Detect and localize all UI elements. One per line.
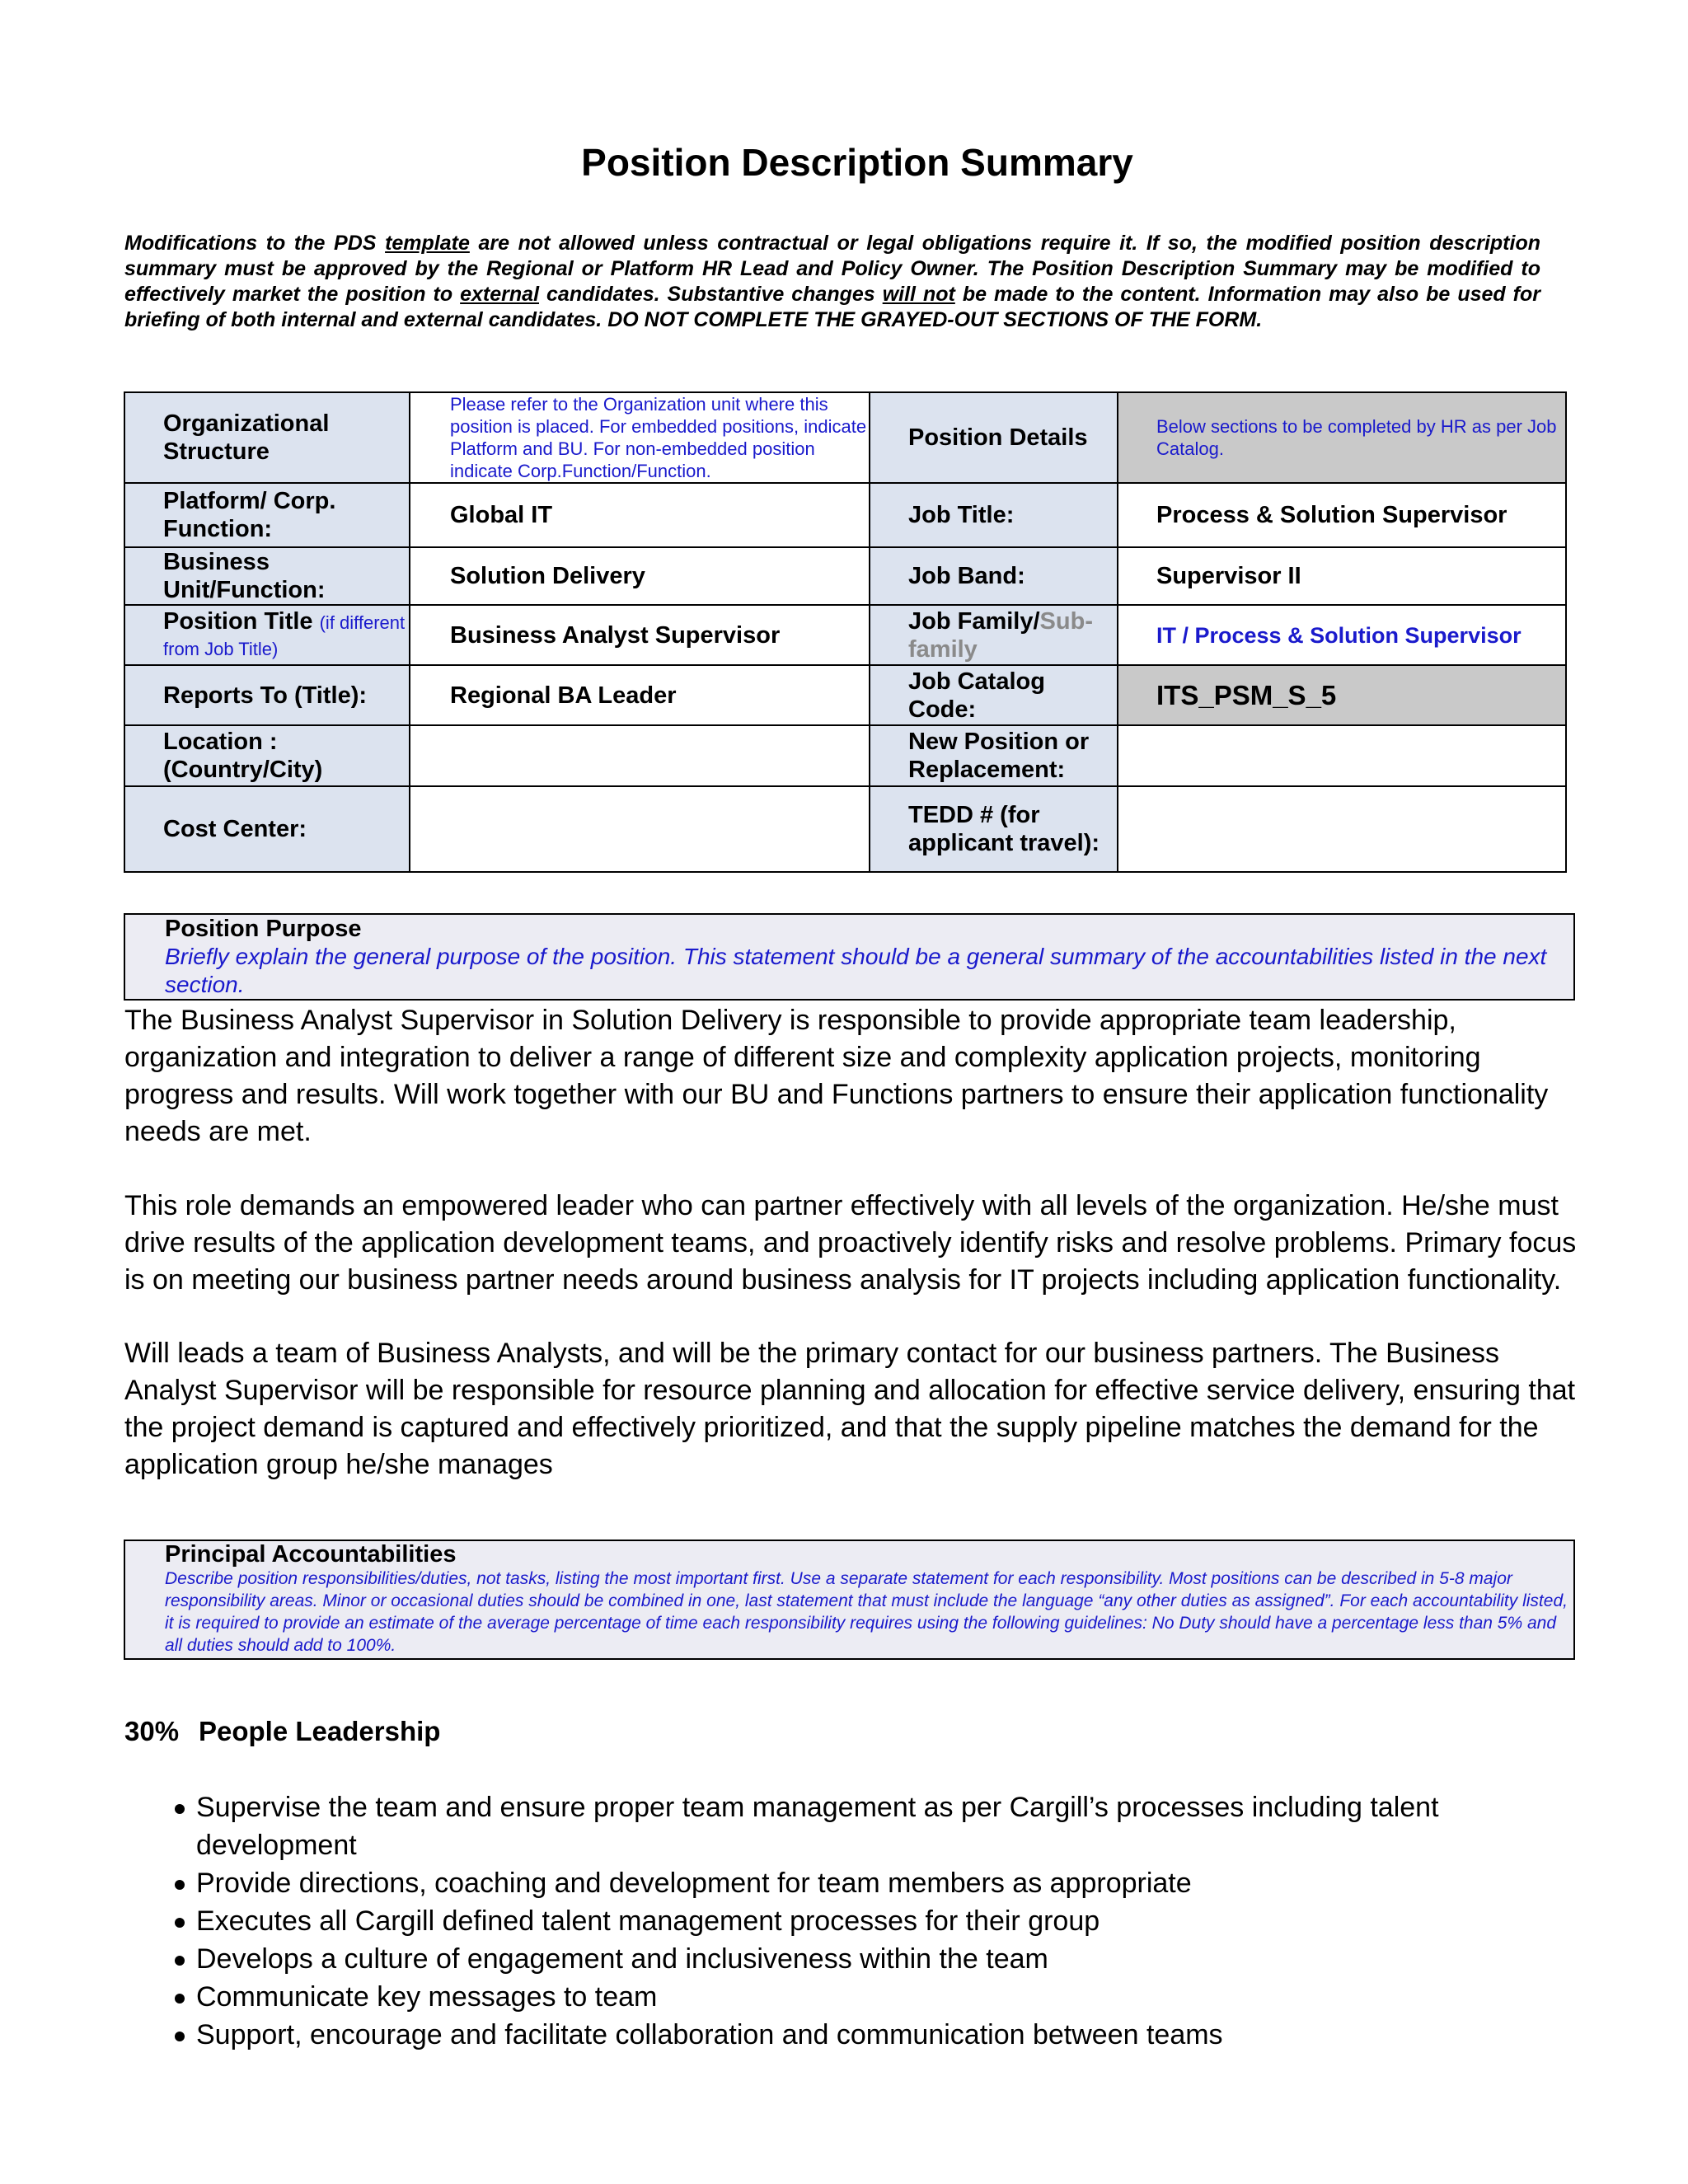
position-title-note: (if different from Job Title) [163, 612, 406, 659]
table-row [124, 786, 1566, 872]
job-catalog-value: ITS_PSM_S_5 [1118, 665, 1566, 725]
intro-instructions [124, 231, 1540, 333]
table-row [124, 392, 1566, 483]
reports-to-label: Reports To (Title): [124, 665, 410, 725]
list-item: Develops a culture of engagement and inclusiveness within the team [173, 1940, 1533, 1978]
table-row [124, 547, 1566, 605]
accountabilities-instruction: Describe position responsibilities/duties, not tasks, listing the most important first. Use a separate statement for each responsibility. Most positions can be described in 5-8 major responsibility areas. Minor or occasional duties should be combined in one, last statement that must include the language “any other duties as assigned”. For each accountability listed, it is required to provide an estimate of the average percentage of time each responsibility requires using the following guidelines: No Duty should have a percentage less than 5% and all duties should add to 100%. [165, 1569, 1568, 1655]
platform-label: Platform/ Corp. Function: [124, 483, 410, 547]
purpose-paragraph-3: Will leads a team of Business Analysts, and will be the primary contact for our business partners. The Business Analyst Supervisor will be responsible for resource planning and allocation for effective service delivery, ensuring that the project demand is captured and effectively prioritized, and that the supply pipeline matches the demand for the application group he/she manages [124, 1338, 1576, 1480]
org-structure-label: Organizational Structure [124, 392, 410, 483]
list-item: Support, encourage and facilitate collaboration and communication between teams [173, 2016, 1533, 2054]
list-item: Executes all Cargill defined talent management processes for their group [173, 1902, 1533, 1940]
intro-text-2: are not allowed unless contractual or legal obligations require it. If so, the modified position description summary must be approved by the Regional or Platform HR Lead and Policy Owner. The Position Description Summary may be modified to effectively market the position to [124, 232, 1540, 306]
page-title: Position Description Summary [581, 141, 1133, 184]
accountability-section-heading [124, 1716, 440, 1747]
accountability-bullet-list [173, 1788, 1533, 2054]
intro-text-4: be made to the content. Information may also be used for briefing of both internal and external candidates. DO NOT COMPLETE THE GRAYED-OUT SECTIONS OF THE FORM. [124, 283, 1540, 331]
intro-text-1: Modifications to the PDS [124, 232, 386, 255]
location-value[interactable] [410, 725, 870, 786]
business-unit-label: Business Unit/Function: [124, 547, 410, 605]
section-title: People Leadership [199, 1716, 441, 1746]
intro-underline-external: external [460, 283, 540, 306]
org-note-text: Please refer to the Organization unit where this position is placed. For embedded positions, indicate Platform and BU. For non-embedded position indicate Corp.Function/Function. [450, 394, 867, 481]
platform-value[interactable]: Global IT [410, 483, 870, 547]
business-unit-value[interactable]: Solution Delivery [410, 547, 870, 605]
position-purpose-box [124, 913, 1575, 1001]
location-label: Location : (Country/City) [124, 725, 410, 786]
job-band-label: Job Band: [870, 547, 1118, 605]
list-item: Provide directions, coaching and development for team members as appropriate [173, 1864, 1533, 1902]
hr-note-text: Below sections to be completed by HR as per Job Catalog. [1156, 416, 1557, 459]
tedd-value[interactable] [1118, 786, 1566, 872]
list-item: Supervise the team and ensure proper team management as per Cargill’s processes including talent development [173, 1788, 1533, 1864]
table-row [124, 483, 1566, 547]
position-details-label: Position Details [870, 392, 1118, 483]
reports-to-value[interactable]: Regional BA Leader [410, 665, 870, 725]
intro-underline-template: template [385, 232, 470, 255]
job-band-value: Supervisor II [1118, 547, 1566, 605]
section-percentage: 30% [124, 1716, 180, 1746]
position-title-value[interactable]: Business Analyst Supervisor [410, 605, 870, 665]
table-row [124, 725, 1566, 786]
purpose-paragraph-1: The Business Analyst Supervisor in Solution Delivery is responsible to provide appropriate team leadership, organization and integration to deliver a range of different size and complexity application projects, monitoring progress and results. Will work together with our BU and Functions partners to ensure their application functionality needs are met. [124, 1005, 1549, 1147]
job-family-value-cell [1118, 605, 1566, 665]
table-row [124, 605, 1566, 665]
job-family-sub-label: Sub-family [908, 607, 1093, 663]
cost-center-value[interactable] [410, 786, 870, 872]
intro-underline-will-not: will not [882, 283, 955, 306]
purpose-paragraph-2: This role demands an empowered leader who can partner effectively with all levels of the organization. He/she must drive results of the application development teams, and proactively identify risks and resolve problems. Primary focus is on meeting our business partner needs around business analysis for IT projects including application functionality. [124, 1190, 1577, 1296]
position-purpose-instruction: Briefly explain the general purpose of the position. This statement should be a general summary of the accountabilities listed in the next section. [165, 944, 1547, 997]
org-structure-note [410, 392, 870, 483]
job-family-value: IT / Process & Solution Supervisor [1156, 622, 1522, 648]
position-title-label-cell [124, 605, 410, 665]
principal-accountabilities-box [124, 1540, 1575, 1660]
position-details-table [124, 391, 1567, 873]
position-title-label: Position Title [163, 607, 313, 635]
new-position-value[interactable] [1118, 725, 1566, 786]
new-position-label: New Position or Replacement: [870, 725, 1118, 786]
job-title-label: Job Title: [870, 483, 1118, 547]
job-family-label-cell [870, 605, 1118, 665]
table-row [124, 665, 1566, 725]
intro-text-3: candidates. Substantive changes [539, 283, 883, 306]
tedd-label: TEDD # (for applicant travel): [870, 786, 1118, 872]
job-family-label: Job Family/ [908, 607, 1040, 635]
job-catalog-label: Job Catalog Code: [870, 665, 1118, 725]
cost-center-label: Cost Center: [124, 786, 410, 872]
job-title-value: Process & Solution Supervisor [1118, 483, 1566, 547]
accountabilities-heading: Principal Accountabilities [165, 1541, 457, 1568]
list-item: Communicate key messages to team [173, 1978, 1533, 2016]
position-purpose-heading: Position Purpose [165, 916, 362, 942]
hr-note-cell [1118, 392, 1566, 483]
